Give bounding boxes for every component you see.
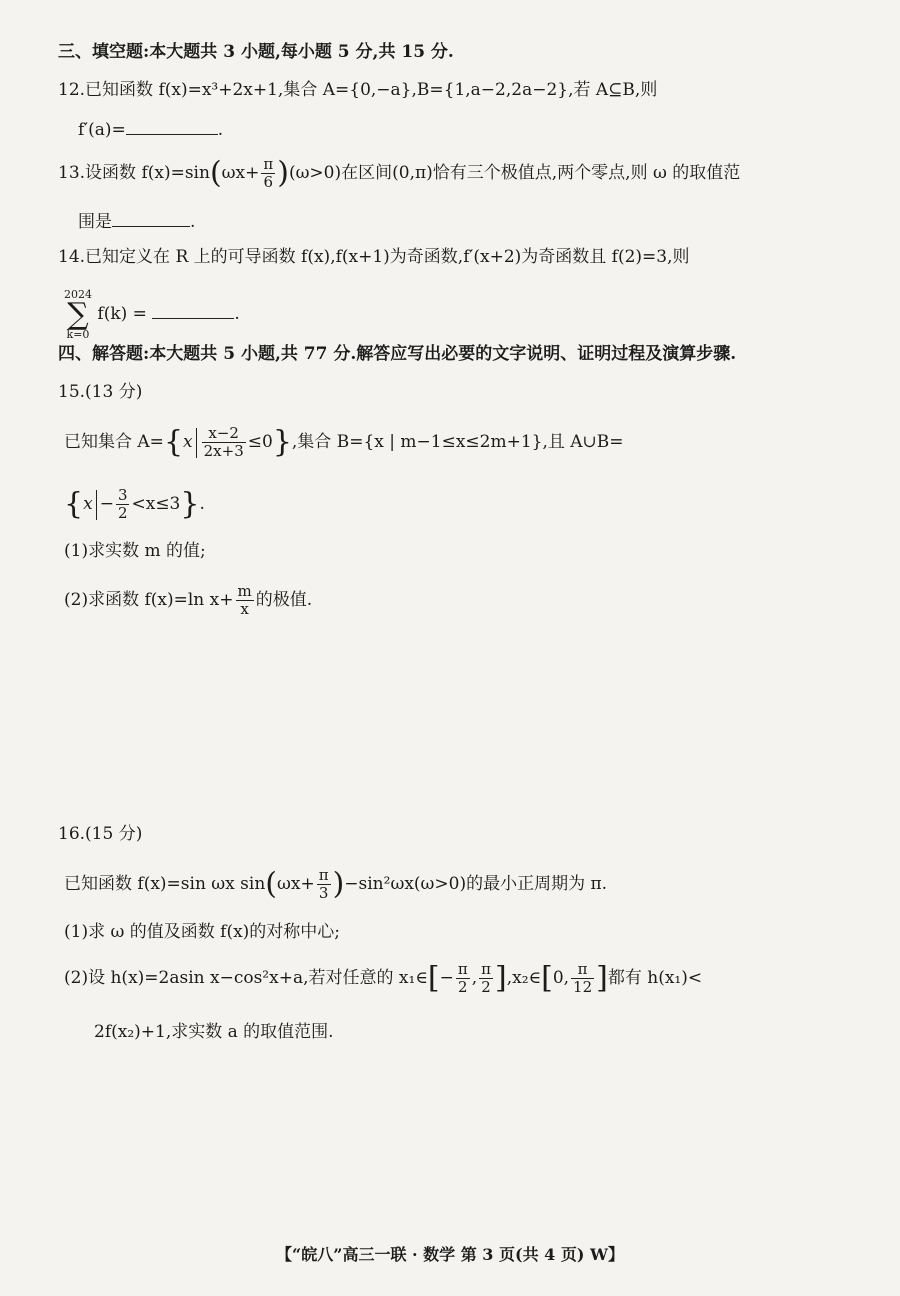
q15-p2-fraction: $\frac{m}{x}$ — [237, 582, 252, 618]
question-15-line-1: 已知集合 A={x $\frac{x-2}{2x+3}$ ≤0},集合 B={x | m−1≤x≤2m+1},且 A∪B= — [64, 424, 624, 460]
q15-union-fraction: $\frac{3}{2}$ — [117, 486, 128, 522]
q12-answer-prefix: f′(a)= — [78, 120, 126, 140]
q14-answer-suffix: . — [234, 304, 240, 324]
summation-symbol: 2024 ∑ k=0 — [64, 287, 92, 341]
q15-fraction: $\frac{x-2}{2x+3}$ — [203, 424, 244, 460]
q13-suffix: (ω>0)在区间(0,π)恰有三个极值点,两个零点,则 ω 的取值范 — [288, 163, 741, 183]
question-13-line-1 — [58, 156, 740, 191]
question-16-header: 16.(15 分) — [58, 824, 143, 844]
question-12-line-2 — [78, 116, 223, 142]
q12-answer-suffix: . — [217, 120, 224, 140]
question-16-part-2-line-2: 2f(x₂)+1,求实数 a 的取值范围. — [94, 1022, 334, 1042]
q14-answer-blank[interactable] — [152, 300, 234, 319]
q13-answer-blank[interactable] — [112, 208, 190, 227]
q15-set-a-label: 已知集合 A= — [64, 432, 164, 452]
question-16-part-2: (2)设 h(x)=2asin x−cos²x+a,若对任意的 x₁∈[− $\frac{\pi}{2}$ , $\frac{\pi}{2}$ ],x₂∈[0, $\frac{\pi}{12}$ ]都有 h(x₁)< — [64, 960, 703, 996]
q13-answer-prefix: 围是 — [78, 212, 112, 232]
page-footer: 【“皖八”高三一联 · 数学 第 3 页(共 4 页) W】 — [276, 1245, 624, 1264]
q13-answer-suffix: . — [190, 212, 196, 232]
section-4-title: 四、解答题:本大题共 5 小题,共 77 分.解答应写出必要的文字说明、证明过程及演算步骤. — [58, 344, 737, 364]
q13-inner: ωx+ — [221, 163, 260, 183]
question-15-line-2: {x − $\frac{3}{2}$ <x≤3}. — [64, 486, 205, 522]
question-13-line-2 — [78, 208, 195, 234]
q12-answer-blank[interactable] — [126, 116, 218, 135]
question-15-part-1: (1)求实数 m 的值; — [64, 541, 206, 561]
q13-paren-close: ) — [277, 155, 289, 191]
section-3-title: 三、填空题:本大题共 3 小题,每小题 5 分,共 15 分. — [58, 42, 454, 62]
question-16-part-1: (1)求 ω 的值及函数 f(x)的对称中心; — [64, 922, 341, 942]
q15-set-b: ,集合 B={x | m−1≤x≤2m+1},且 A∪B= — [291, 432, 624, 452]
question-16-line-1: 已知函数 f(x)=sin ωx sin(ωx+ $\frac{\pi}{3}$ )−sin²ωx(ω>0)的最小正周期为 π. — [64, 866, 608, 902]
question-15-header: 15.(13 分) — [58, 382, 143, 402]
q13-fraction: $\frac{\pi}{6}$ — [263, 155, 274, 191]
question-14-line-2 — [64, 284, 240, 344]
q16-fraction: $\frac{\pi}{3}$ — [318, 866, 329, 902]
question-15-part-2: (2)求函数 f(x)=ln x+ $\frac{m}{x}$ 的极值. — [64, 582, 313, 618]
q14-sum-body: f(k) = — [97, 304, 147, 324]
q13-text: 13.设函数 f(x)=sin — [58, 163, 210, 183]
question-14-line-1: 14.已知定义在 R 上的可导函数 f(x),f(x+1)为奇函数,f′(x+2)为奇函数且 f(2)=3,则 — [58, 247, 690, 267]
question-12-line-1: 12.已知函数 f(x)=x³+2x+1,集合 A={0,−a},B={1,a−2,2a−2},若 A⊆B,则 — [58, 80, 658, 100]
q13-paren-open: ( — [209, 155, 222, 191]
